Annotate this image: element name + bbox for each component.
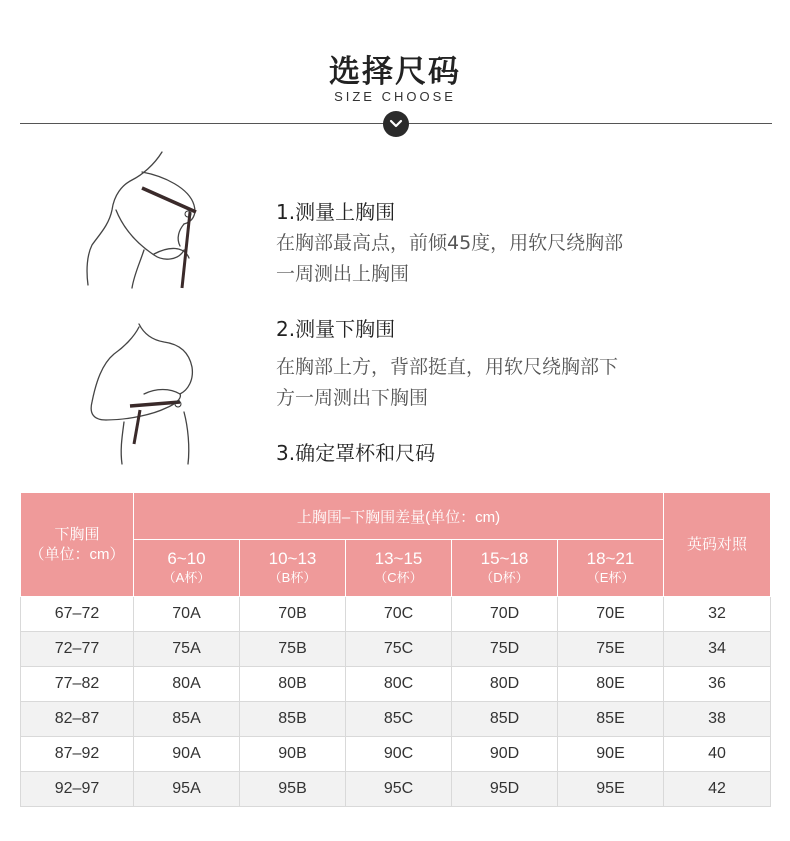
table-row xyxy=(21,702,771,737)
size-cell: 75D xyxy=(452,632,558,667)
size-cell: 90A xyxy=(134,737,240,772)
cup-header xyxy=(240,540,346,597)
size-cell: 75A xyxy=(134,632,240,667)
under-bust-header xyxy=(21,493,134,597)
cup-range: 6~10 xyxy=(167,549,206,568)
uk-size-cell: 38 xyxy=(664,702,771,737)
cup-label: （E杯） xyxy=(586,570,635,585)
step-1-desc-line1: 在胸部最高点，前倾45度，用软尺绕胸部 xyxy=(276,232,624,254)
cup-header xyxy=(134,540,240,597)
size-cell: 70B xyxy=(240,597,346,632)
under-bust-cell: 87–92 xyxy=(21,737,134,772)
step-2-heading: 2.测量下胸围 xyxy=(276,317,396,341)
under-bust-cell: 92–97 xyxy=(21,772,134,807)
table-header-row xyxy=(21,493,771,540)
size-cell: 75C xyxy=(346,632,452,667)
step-2-description xyxy=(276,352,736,414)
size-cell: 95B xyxy=(240,772,346,807)
size-cell: 90D xyxy=(452,737,558,772)
size-cell: 85E xyxy=(558,702,664,737)
size-cell: 90E xyxy=(558,737,664,772)
table-row xyxy=(21,737,771,772)
under-bust-cell: 72–77 xyxy=(21,632,134,667)
size-cell: 95D xyxy=(452,772,558,807)
size-cell: 75B xyxy=(240,632,346,667)
cup-label: （B杯） xyxy=(268,570,317,585)
step-1-desc-line2: 一周测出上胸围 xyxy=(276,263,410,285)
step-1-heading: 1.测量上胸围 xyxy=(276,200,396,224)
page-title: 选择尺码 xyxy=(329,54,461,90)
size-cell: 80A xyxy=(134,667,240,702)
cup-label: （C杯） xyxy=(374,570,423,585)
chevron-down-icon[interactable] xyxy=(383,111,409,137)
size-cell: 85A xyxy=(134,702,240,737)
cup-range: 10~13 xyxy=(268,549,317,568)
size-cell: 80E xyxy=(558,667,664,702)
size-cell: 90B xyxy=(240,737,346,772)
step-3-heading: 3.确定罩杯和尺码 xyxy=(276,441,436,465)
size-cell: 90C xyxy=(346,737,452,772)
uk-size-cell: 36 xyxy=(664,667,771,702)
size-cell: 95A xyxy=(134,772,240,807)
uk-size-header: 英码对照 xyxy=(664,493,771,597)
table-row xyxy=(21,772,771,807)
difference-header: 上胸围–下胸围差量(单位：cm) xyxy=(134,493,664,540)
under-bust-cell: 77–82 xyxy=(21,667,134,702)
step-2-desc-line1: 在胸部上方，背部挺直，用软尺绕胸部下 xyxy=(276,356,619,378)
cup-header-row xyxy=(21,540,771,597)
size-cell: 70C xyxy=(346,597,452,632)
table-row xyxy=(21,597,771,632)
uk-size-cell: 40 xyxy=(664,737,771,772)
size-cell: 95E xyxy=(558,772,664,807)
under-bust-unit: （单位：cm） xyxy=(29,545,125,563)
cup-label: （A杯） xyxy=(162,570,211,585)
step-1-description xyxy=(276,228,736,290)
under-bust-label: 下胸围 xyxy=(54,525,100,543)
cup-range: 18~21 xyxy=(586,549,635,568)
table-row xyxy=(21,632,771,667)
size-cell: 75E xyxy=(558,632,664,667)
under-bust-illustration-icon xyxy=(84,322,214,467)
cup-header xyxy=(558,540,664,597)
size-cell: 85C xyxy=(346,702,452,737)
cup-label: （D杯） xyxy=(480,570,529,585)
size-cell: 70E xyxy=(558,597,664,632)
size-cell: 80B xyxy=(240,667,346,702)
uk-size-cell: 32 xyxy=(664,597,771,632)
size-cell: 85D xyxy=(452,702,558,737)
cup-range: 15~18 xyxy=(480,549,529,568)
uk-size-cell: 34 xyxy=(664,632,771,667)
page-subtitle: SIZE CHOOSE xyxy=(334,89,456,104)
under-bust-cell: 82–87 xyxy=(21,702,134,737)
cup-header xyxy=(452,540,558,597)
under-bust-cell: 67–72 xyxy=(21,597,134,632)
size-cell: 80C xyxy=(346,667,452,702)
size-cell: 85B xyxy=(240,702,346,737)
uk-size-cell: 42 xyxy=(664,772,771,807)
step-2-desc-line2: 方一周测出下胸围 xyxy=(276,387,429,409)
upper-bust-illustration-icon xyxy=(84,150,214,290)
size-cell: 80D xyxy=(452,667,558,702)
size-table xyxy=(20,492,771,807)
size-cell: 70A xyxy=(134,597,240,632)
cup-header xyxy=(346,540,452,597)
size-cell: 70D xyxy=(452,597,558,632)
size-cell: 95C xyxy=(346,772,452,807)
cup-range: 13~15 xyxy=(374,549,423,568)
table-row xyxy=(21,667,771,702)
